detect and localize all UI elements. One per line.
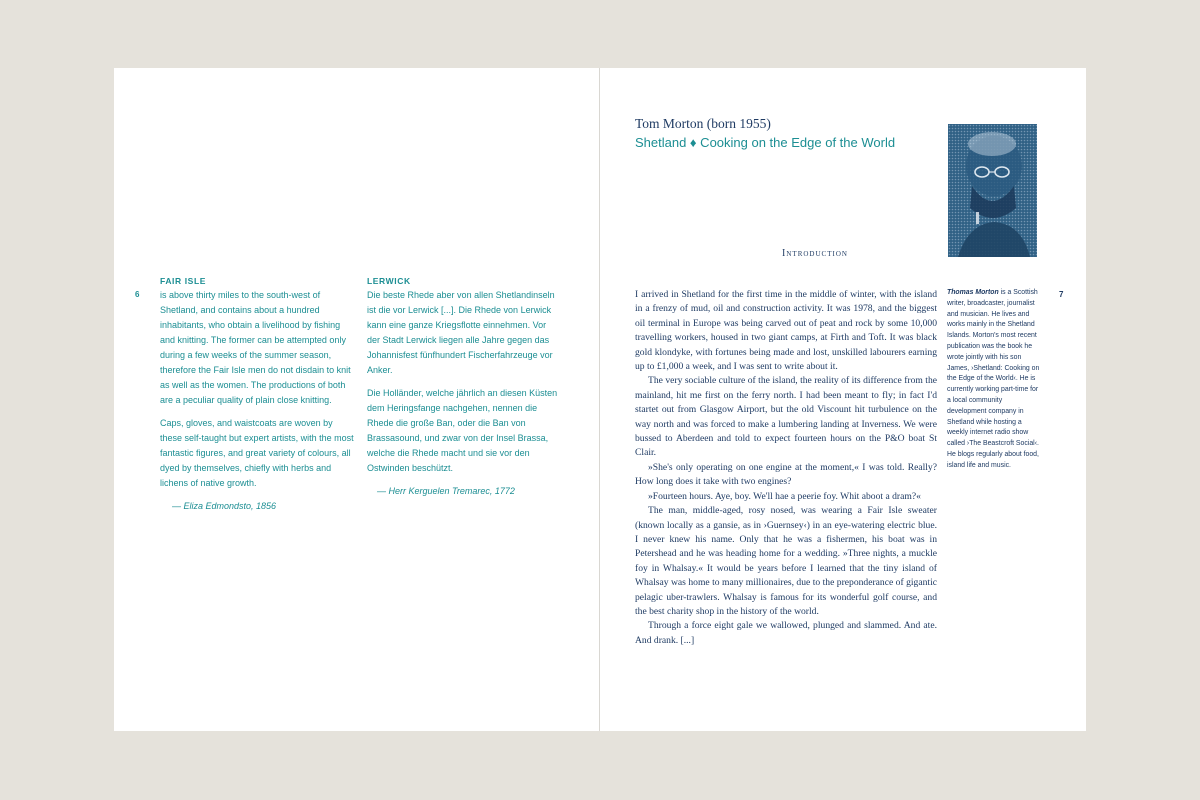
body-paragraph: »She's only operating on one engine at the moment,« I was told. Really? How long does it take with two engines?	[635, 461, 937, 488]
introduction-body	[635, 288, 937, 648]
fair-isle-attribution: — Eliza Edmondsto, 1856	[172, 501, 277, 511]
left-page	[114, 68, 599, 731]
author-portrait-image	[948, 124, 1037, 257]
lerwick-paragraph-1: Die beste Rhede aber von allen Shetlandinseln ist die vor Lerwick [...]. Die Rhede von Lerwick kann eine ganze Kriegsflotte einnehmen. Vor der Stadt Lerwick liegen alle Jahre gegen das Johannisfest fünfhundert Fischerfahrzeuge vor Anker.	[367, 290, 555, 375]
fair-isle-paragraph-2: Caps, gloves, and waistcoats are woven by these self-taught but expert artists, with the most fantastic figures, and great variety of colours, all dyed by themselves, chiefly with herbs and lichens of native growth.	[160, 418, 354, 488]
bio-text: is a Scottish writer, broadcaster, journalist and musician. He lives and works mainly in the Shetland Islands. Morton's most recent publication was the book he wrote jointly with his son James, ›Shetland: Cooking on the Edge of the World‹. He is currently working part-time for a local community development company in Shetland while hosting a weekly internet radio show called ›The Beastcroft Social‹. He blogs regularly about food, island life and music.	[947, 289, 1040, 469]
lerwick-paragraph-2: Die Holländer, welche jährlich an diesen Küsten dem Heringsfange nachgehen, nennen die Rhede die große Ban, oder die Ban von Brassasound, und zwar von der Insel Brassa, welche die Rhede macht und sie vor den Ostwinden beschützt.	[367, 388, 558, 473]
lerwick-heading: LERWICK	[367, 276, 411, 286]
lerwick-attribution: — Herr Kerguelen Tremarec, 1772	[377, 486, 515, 496]
body-paragraph: »Fourteen hours. Aye, boy. We'll hae a peerie foy. Whit aboot a dram?«	[648, 490, 921, 502]
author-name: Tom Morton (born 1955)	[635, 116, 771, 131]
body-paragraph: The man, middle-aged, rosy nosed, was wearing a Fair Isle sweater (known locally as a gansie, as in ›Guernsey‹) in an eye-watering electric blue. I never knew his name. Only that he was a fishermen, his boat was in Petershead and he was heading home for a wedding. »Three nights, a muckle foy in Whalsay.« It would be years before I learned that the tiny island of Whalsay was home to many millionaires, due to the preponderance of gigantic pelagic uber-trawlers. Whalsay is famous for its wonderful golf course, and the best charity shop in the history of the world.	[635, 505, 937, 617]
right-page	[600, 68, 1086, 731]
page-number-left: 6	[135, 290, 140, 299]
book-title: Shetland ♦ Cooking on the Edge of the World	[635, 135, 896, 150]
body-paragraph: I arrived in Shetland for the first time in the middle of winter, with the island in a frenzy of mud, oil and construction activity. It was 1978, and the biggest oil terminal in Europe was being carved out of peat and rock by some 10,000 travelling workers, housed in two giant camps, at Firth and Toft. It was black gold klondyke, with fortunes being made and lost, unskilled labourers earning up to £1,000 a week, and I was sent to write about it.	[635, 289, 937, 373]
body-paragraph: Through a force eight gale we wallowed, plunged and slammed. And ate. And drank. [...]	[635, 620, 937, 646]
page-number-right: 7	[1059, 290, 1064, 299]
fair-isle-paragraph-1: is above thirty miles to the south-west of Shetland, and contains about a hundred inhabitants, who obtain a livelihood by fishing and knitting. The former can be attempted only during a few weeks of the summer season, therefore the Fair Isle men do not disdain to knit as well as the women. The productions of both are a peculiar quality of plain close knitting.	[160, 290, 351, 405]
bio-name: Thomas Morton	[947, 289, 999, 296]
body-paragraph: The very sociable culture of the island, the reality of its difference from the mainland, hit me first on the ferry north. I had been meant to fly; in fact I'd startet out from Glasgow Airport, but the old Viscount hit turbulence on the way north and was forced to make a lumbering landing at Inverness. We were bussed to Aberdeen and told to expect fourteen hours on the P&O boat St Clair.	[635, 375, 937, 459]
author-bio	[947, 288, 1042, 472]
introduction-heading: Introduction	[782, 248, 848, 259]
fair-isle-heading: FAIR ISLE	[160, 276, 207, 286]
lerwick-column	[367, 275, 560, 507]
fair-isle-column	[160, 275, 356, 522]
